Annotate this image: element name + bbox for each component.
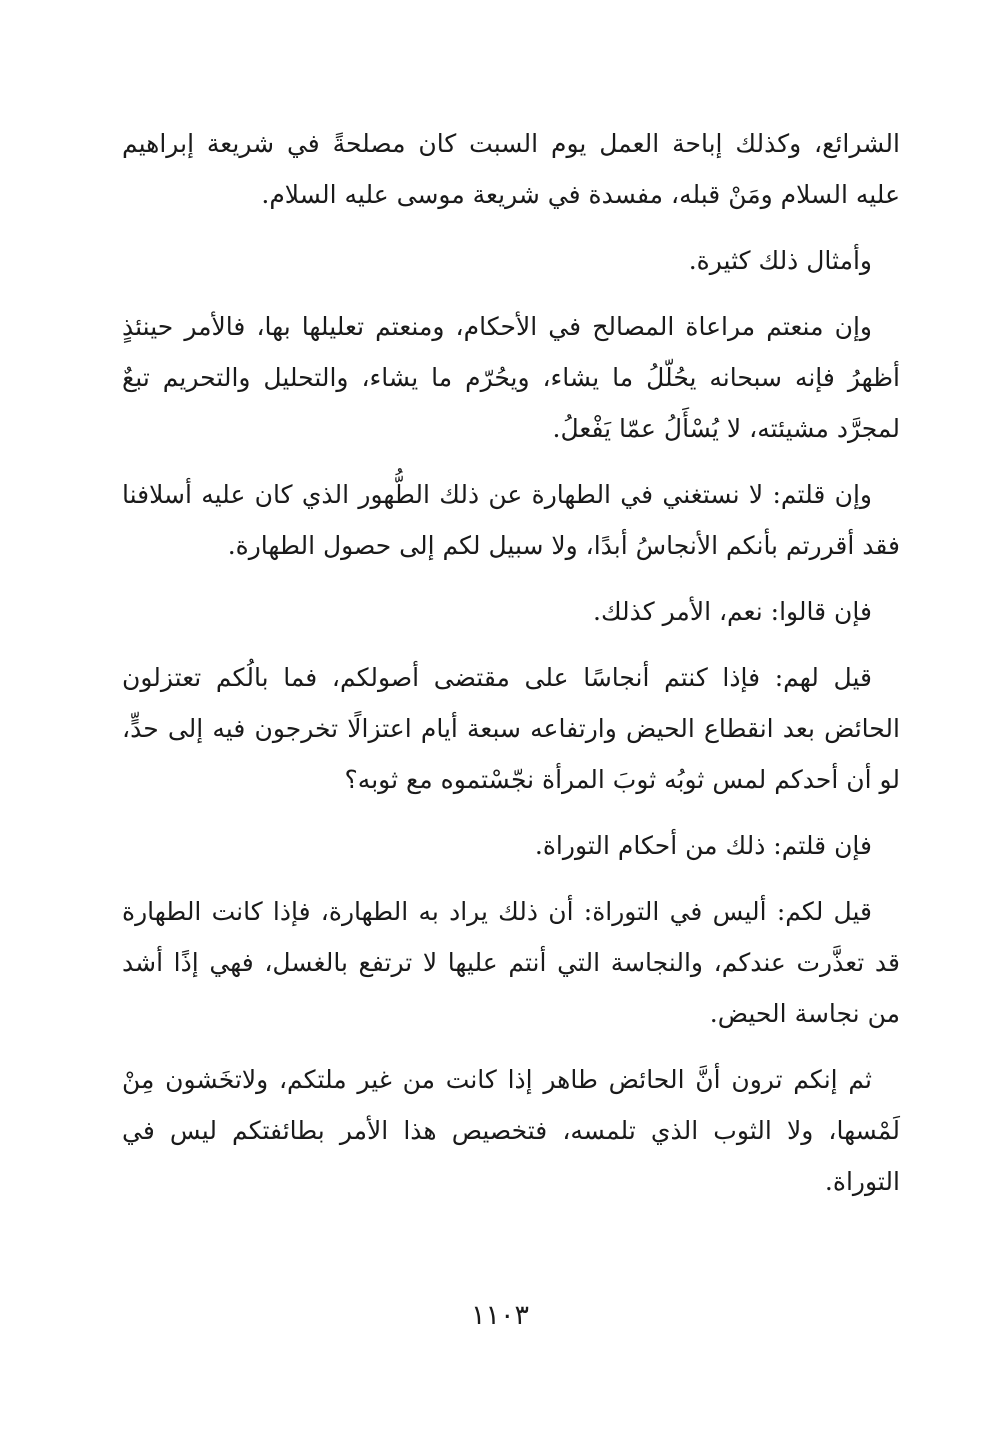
- page-number: ١١٠٣: [470, 1300, 529, 1331]
- paragraph-4: وإن قلتم: لا نستغني في الطهارة عن ذلك الطُّهور الذي كان عليه أسلافنا فقد أقررتم بأنكم الأنجاسُ أبدًا، ولا سبيل لكم إلى حصول الطهارة.: [122, 480, 900, 560]
- paragraph-8: قيل لكم: أليس في التوراة: أن ذلك يراد به الطهارة، فإذا كانت الطهارة قد تعذَّرت عندكم، والنجاسة التي أنتم عليها لا ترتفع بالغسل، فهي إذًا أشد من نجاسة الحيض.: [122, 897, 900, 1028]
- paragraph-1: الشرائع، وكذلك إباحة العمل يوم السبت كان مصلحةً في شريعة إبراهيم عليه السلام ومَنْ قبله، مفسدة في شريعة موسى عليه السلام.: [122, 129, 900, 209]
- paragraph-7: فإن قلتم: ذلك من أحكام التوراة.: [534, 831, 872, 860]
- page-body: [122, 118, 900, 1222]
- paragraph-9: ثم إنكم ترون أنَّ الحائض طاهر إذا كانت من غير ملتكم، ولاتخَشون مِنْ لَمْسها، ولا الثوب الذي تلمسه، فتخصيص هذا الأمر بطائفتكم ليس في التوراة.: [122, 1065, 900, 1196]
- paragraph-5: فإن قالوا: نعم، الأمر كذلك.: [593, 597, 872, 626]
- paragraph-2: وأمثال ذلك كثيرة.: [688, 246, 872, 275]
- paragraph-6: قيل لهم: فإذا كنتم أنجاسًا على مقتضى أصولكم، فما بالُكم تعتزلون الحائض بعد انقطاع الحيض وارتفاعه سبعة أيام اعتزالًا تخرجون فيه إلى حدٍّ، لو أن أحدكم لمس ثوبُه ثوبَ المرأة نجّسْتموه مع ثوبه؟: [122, 663, 900, 794]
- paragraph-3: وإن منعتم مراعاة المصالح في الأحكام، ومنعتم تعليلها بها، فالأمر حينئذٍ أظهرُ فإنه سبحانه يحُلّلُ ما يشاء، ويحُرّم ما يشاء، والتحليل والتحريم تبعٌ لمجرَّد مشيئته، لا يُسْأَلُ عمّا يَفْعلُ.: [122, 312, 900, 443]
